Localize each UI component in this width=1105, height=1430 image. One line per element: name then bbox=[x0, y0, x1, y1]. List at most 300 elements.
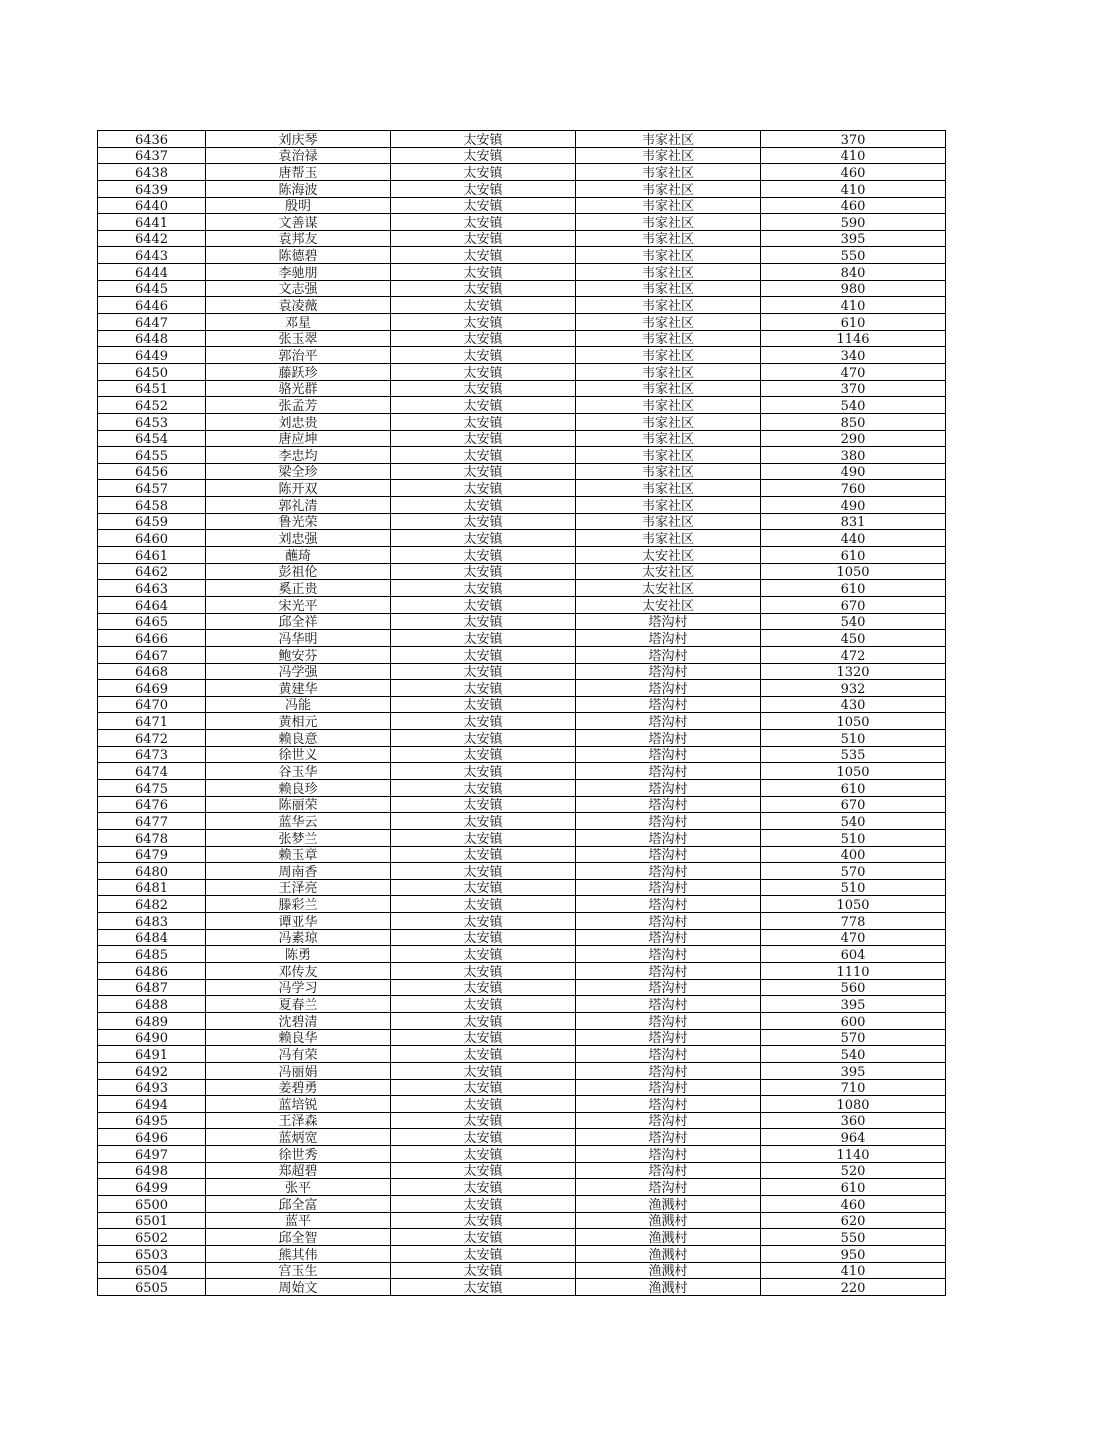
cell-id: 6445 bbox=[98, 280, 206, 297]
table-row bbox=[98, 1162, 946, 1179]
cell-id: 6450 bbox=[98, 363, 206, 380]
cell-village: 塔沟村 bbox=[576, 996, 761, 1013]
cell-town: 太安镇 bbox=[391, 896, 576, 913]
table-row bbox=[98, 696, 946, 713]
cell-village: 塔沟村 bbox=[576, 813, 761, 830]
cell-amount: 1050 bbox=[761, 763, 946, 780]
cell-name: 刘忠强 bbox=[206, 530, 391, 547]
cell-id: 6502 bbox=[98, 1229, 206, 1246]
table-row bbox=[98, 497, 946, 514]
cell-village: 韦家社区 bbox=[576, 347, 761, 364]
cell-id: 6468 bbox=[98, 663, 206, 680]
cell-id: 6440 bbox=[98, 197, 206, 214]
cell-amount: 510 bbox=[761, 730, 946, 747]
table-row bbox=[98, 164, 946, 181]
cell-town: 太安镇 bbox=[391, 1279, 576, 1296]
cell-amount: 510 bbox=[761, 879, 946, 896]
cell-name: 陈德碧 bbox=[206, 247, 391, 264]
cell-village: 塔沟村 bbox=[576, 979, 761, 996]
cell-town: 太安镇 bbox=[391, 280, 576, 297]
cell-amount: 850 bbox=[761, 413, 946, 430]
cell-town: 太安镇 bbox=[391, 879, 576, 896]
cell-name: 王泽亮 bbox=[206, 879, 391, 896]
table-row bbox=[98, 1245, 946, 1262]
cell-name: 姜碧勇 bbox=[206, 1079, 391, 1096]
cell-name: 文志强 bbox=[206, 280, 391, 297]
table-row bbox=[98, 896, 946, 913]
cell-town: 太安镇 bbox=[391, 380, 576, 397]
table-row bbox=[98, 580, 946, 597]
table-row bbox=[98, 1229, 946, 1246]
cell-town: 太安镇 bbox=[391, 763, 576, 780]
table-row bbox=[98, 713, 946, 730]
cell-village: 塔沟村 bbox=[576, 730, 761, 747]
cell-amount: 395 bbox=[761, 1062, 946, 1079]
cell-name: 冯丽娟 bbox=[206, 1062, 391, 1079]
cell-id: 6472 bbox=[98, 730, 206, 747]
cell-name: 冯华明 bbox=[206, 630, 391, 647]
cell-town: 太安镇 bbox=[391, 363, 576, 380]
cell-town: 太安镇 bbox=[391, 946, 576, 963]
cell-town: 太安镇 bbox=[391, 1129, 576, 1146]
cell-id: 6456 bbox=[98, 463, 206, 480]
cell-id: 6494 bbox=[98, 1096, 206, 1113]
cell-town: 太安镇 bbox=[391, 197, 576, 214]
cell-amount: 610 bbox=[761, 580, 946, 597]
table-row bbox=[98, 1146, 946, 1163]
cell-id: 6478 bbox=[98, 829, 206, 846]
cell-town: 太安镇 bbox=[391, 996, 576, 1013]
table-row bbox=[98, 131, 946, 148]
cell-village: 韦家社区 bbox=[576, 214, 761, 231]
cell-name: 陈勇 bbox=[206, 946, 391, 963]
cell-town: 太安镇 bbox=[391, 829, 576, 846]
cell-town: 太安镇 bbox=[391, 247, 576, 264]
cell-name: 袁邦友 bbox=[206, 230, 391, 247]
cell-village: 渔溅村 bbox=[576, 1212, 761, 1229]
cell-name: 袁凌薇 bbox=[206, 297, 391, 314]
cell-village: 塔沟村 bbox=[576, 1162, 761, 1179]
cell-amount: 540 bbox=[761, 397, 946, 414]
cell-id: 6503 bbox=[98, 1245, 206, 1262]
cell-id: 6467 bbox=[98, 646, 206, 663]
table-row bbox=[98, 1179, 946, 1196]
cell-name: 蓝平 bbox=[206, 1212, 391, 1229]
table-body bbox=[98, 131, 946, 1296]
table-row bbox=[98, 463, 946, 480]
cell-amount: 550 bbox=[761, 247, 946, 264]
cell-amount: 1320 bbox=[761, 663, 946, 680]
table-row bbox=[98, 1279, 946, 1296]
cell-name: 张梦兰 bbox=[206, 829, 391, 846]
table-row bbox=[98, 846, 946, 863]
cell-amount: 1080 bbox=[761, 1096, 946, 1113]
cell-id: 6464 bbox=[98, 596, 206, 613]
cell-id: 6495 bbox=[98, 1112, 206, 1129]
cell-amount: 520 bbox=[761, 1162, 946, 1179]
cell-amount: 570 bbox=[761, 1029, 946, 1046]
cell-name: 周始文 bbox=[206, 1279, 391, 1296]
cell-name: 蓝炳宽 bbox=[206, 1129, 391, 1146]
cell-town: 太安镇 bbox=[391, 180, 576, 197]
table-row bbox=[98, 330, 946, 347]
cell-village: 塔沟村 bbox=[576, 1012, 761, 1029]
cell-town: 太安镇 bbox=[391, 963, 576, 980]
cell-name: 郭礼清 bbox=[206, 497, 391, 514]
table-row bbox=[98, 147, 946, 164]
table-row bbox=[98, 430, 946, 447]
table-row bbox=[98, 513, 946, 530]
cell-village: 韦家社区 bbox=[576, 413, 761, 430]
cell-village: 塔沟村 bbox=[576, 696, 761, 713]
cell-id: 6446 bbox=[98, 297, 206, 314]
cell-town: 太安镇 bbox=[391, 913, 576, 930]
cell-village: 韦家社区 bbox=[576, 297, 761, 314]
table-row bbox=[98, 247, 946, 264]
cell-town: 太安镇 bbox=[391, 413, 576, 430]
cell-id: 6469 bbox=[98, 680, 206, 697]
table-row bbox=[98, 363, 946, 380]
cell-village: 塔沟村 bbox=[576, 1062, 761, 1079]
table-row bbox=[98, 1096, 946, 1113]
cell-name: 冯有荣 bbox=[206, 1046, 391, 1063]
cell-amount: 410 bbox=[761, 180, 946, 197]
cell-amount: 1140 bbox=[761, 1146, 946, 1163]
cell-village: 韦家社区 bbox=[576, 513, 761, 530]
cell-village: 韦家社区 bbox=[576, 463, 761, 480]
cell-village: 塔沟村 bbox=[576, 846, 761, 863]
cell-id: 6442 bbox=[98, 230, 206, 247]
cell-name: 张平 bbox=[206, 1179, 391, 1196]
cell-name: 王泽森 bbox=[206, 1112, 391, 1129]
cell-name: 唐帮玉 bbox=[206, 164, 391, 181]
cell-town: 太安镇 bbox=[391, 580, 576, 597]
cell-village: 塔沟村 bbox=[576, 1096, 761, 1113]
table-row bbox=[98, 1262, 946, 1279]
cell-town: 太安镇 bbox=[391, 547, 576, 564]
cell-name: 陈丽荣 bbox=[206, 796, 391, 813]
cell-id: 6436 bbox=[98, 131, 206, 148]
cell-village: 渔溅村 bbox=[576, 1229, 761, 1246]
table-row bbox=[98, 280, 946, 297]
table-row bbox=[98, 963, 946, 980]
cell-village: 塔沟村 bbox=[576, 829, 761, 846]
cell-town: 太安镇 bbox=[391, 1046, 576, 1063]
cell-village: 韦家社区 bbox=[576, 247, 761, 264]
cell-village: 塔沟村 bbox=[576, 663, 761, 680]
cell-name: 宫玉生 bbox=[206, 1262, 391, 1279]
cell-id: 6439 bbox=[98, 180, 206, 197]
cell-town: 太安镇 bbox=[391, 463, 576, 480]
table-row bbox=[98, 1029, 946, 1046]
cell-town: 太安镇 bbox=[391, 696, 576, 713]
table-row bbox=[98, 913, 946, 930]
cell-id: 6479 bbox=[98, 846, 206, 863]
cell-name: 赖良华 bbox=[206, 1029, 391, 1046]
cell-name: 郭治平 bbox=[206, 347, 391, 364]
cell-town: 太安镇 bbox=[391, 397, 576, 414]
cell-village: 韦家社区 bbox=[576, 131, 761, 148]
cell-amount: 470 bbox=[761, 929, 946, 946]
cell-amount: 1146 bbox=[761, 330, 946, 347]
table-row bbox=[98, 314, 946, 331]
cell-village: 韦家社区 bbox=[576, 314, 761, 331]
cell-town: 太安镇 bbox=[391, 164, 576, 181]
cell-amount: 290 bbox=[761, 430, 946, 447]
cell-id: 6487 bbox=[98, 979, 206, 996]
cell-id: 6454 bbox=[98, 430, 206, 447]
cell-name: 蓝华云 bbox=[206, 813, 391, 830]
cell-id: 6451 bbox=[98, 380, 206, 397]
table-row bbox=[98, 297, 946, 314]
cell-name: 赖玉章 bbox=[206, 846, 391, 863]
cell-name: 黄建华 bbox=[206, 680, 391, 697]
cell-amount: 620 bbox=[761, 1212, 946, 1229]
cell-name: 骆光群 bbox=[206, 380, 391, 397]
cell-town: 太安镇 bbox=[391, 563, 576, 580]
cell-amount: 220 bbox=[761, 1279, 946, 1296]
cell-name: 邱全智 bbox=[206, 1229, 391, 1246]
table-row bbox=[98, 480, 946, 497]
cell-amount: 840 bbox=[761, 264, 946, 281]
cell-amount: 1110 bbox=[761, 963, 946, 980]
data-table bbox=[97, 130, 946, 1296]
cell-amount: 550 bbox=[761, 1229, 946, 1246]
cell-name: 李忠均 bbox=[206, 447, 391, 464]
cell-village: 韦家社区 bbox=[576, 447, 761, 464]
cell-amount: 1050 bbox=[761, 563, 946, 580]
cell-name: 谭亚华 bbox=[206, 913, 391, 930]
cell-town: 太安镇 bbox=[391, 513, 576, 530]
cell-amount: 540 bbox=[761, 813, 946, 830]
cell-town: 太安镇 bbox=[391, 330, 576, 347]
cell-amount: 610 bbox=[761, 314, 946, 331]
cell-amount: 490 bbox=[761, 463, 946, 480]
cell-village: 塔沟村 bbox=[576, 879, 761, 896]
cell-id: 6496 bbox=[98, 1129, 206, 1146]
table-row bbox=[98, 979, 946, 996]
cell-amount: 535 bbox=[761, 746, 946, 763]
cell-id: 6462 bbox=[98, 563, 206, 580]
cell-amount: 410 bbox=[761, 1262, 946, 1279]
cell-town: 太安镇 bbox=[391, 1179, 576, 1196]
cell-id: 6457 bbox=[98, 480, 206, 497]
table-row bbox=[98, 663, 946, 680]
table-row bbox=[98, 547, 946, 564]
cell-village: 太安社区 bbox=[576, 563, 761, 580]
cell-amount: 460 bbox=[761, 197, 946, 214]
cell-id: 6477 bbox=[98, 813, 206, 830]
cell-name: 谷玉华 bbox=[206, 763, 391, 780]
cell-village: 太安社区 bbox=[576, 547, 761, 564]
cell-id: 6483 bbox=[98, 913, 206, 930]
cell-id: 6485 bbox=[98, 946, 206, 963]
cell-id: 6460 bbox=[98, 530, 206, 547]
cell-id: 6482 bbox=[98, 896, 206, 913]
cell-town: 太安镇 bbox=[391, 1146, 576, 1163]
cell-name: 文善谋 bbox=[206, 214, 391, 231]
table-row bbox=[98, 413, 946, 430]
cell-village: 塔沟村 bbox=[576, 946, 761, 963]
cell-amount: 395 bbox=[761, 996, 946, 1013]
cell-amount: 540 bbox=[761, 1046, 946, 1063]
cell-id: 6441 bbox=[98, 214, 206, 231]
cell-amount: 610 bbox=[761, 779, 946, 796]
cell-amount: 360 bbox=[761, 1112, 946, 1129]
cell-town: 太安镇 bbox=[391, 1212, 576, 1229]
cell-village: 塔沟村 bbox=[576, 646, 761, 663]
cell-village: 塔沟村 bbox=[576, 1029, 761, 1046]
cell-id: 6476 bbox=[98, 796, 206, 813]
cell-town: 太安镇 bbox=[391, 929, 576, 946]
cell-amount: 831 bbox=[761, 513, 946, 530]
cell-name: 冯学强 bbox=[206, 663, 391, 680]
cell-village: 塔沟村 bbox=[576, 746, 761, 763]
cell-name: 殷明 bbox=[206, 197, 391, 214]
cell-amount: 932 bbox=[761, 680, 946, 697]
cell-id: 6480 bbox=[98, 863, 206, 880]
cell-name: 邓传友 bbox=[206, 963, 391, 980]
cell-name: 徐世秀 bbox=[206, 1146, 391, 1163]
cell-name: 熊其伟 bbox=[206, 1245, 391, 1262]
table-row bbox=[98, 779, 946, 796]
cell-id: 6448 bbox=[98, 330, 206, 347]
cell-village: 塔沟村 bbox=[576, 630, 761, 647]
cell-amount: 600 bbox=[761, 1012, 946, 1029]
cell-id: 6438 bbox=[98, 164, 206, 181]
cell-name: 陈海波 bbox=[206, 180, 391, 197]
cell-town: 太安镇 bbox=[391, 1162, 576, 1179]
cell-town: 太安镇 bbox=[391, 746, 576, 763]
cell-amount: 590 bbox=[761, 214, 946, 231]
table-row bbox=[98, 1079, 946, 1096]
cell-village: 塔沟村 bbox=[576, 680, 761, 697]
cell-id: 6504 bbox=[98, 1262, 206, 1279]
cell-town: 太安镇 bbox=[391, 613, 576, 630]
cell-village: 塔沟村 bbox=[576, 1129, 761, 1146]
cell-amount: 410 bbox=[761, 297, 946, 314]
cell-amount: 450 bbox=[761, 630, 946, 647]
cell-id: 6444 bbox=[98, 264, 206, 281]
cell-town: 太安镇 bbox=[391, 1262, 576, 1279]
cell-amount: 1050 bbox=[761, 896, 946, 913]
cell-name: 黄相元 bbox=[206, 713, 391, 730]
cell-town: 太安镇 bbox=[391, 846, 576, 863]
cell-id: 6493 bbox=[98, 1079, 206, 1096]
cell-amount: 670 bbox=[761, 596, 946, 613]
table-row bbox=[98, 730, 946, 747]
cell-village: 塔沟村 bbox=[576, 1146, 761, 1163]
cell-village: 韦家社区 bbox=[576, 230, 761, 247]
cell-town: 太安镇 bbox=[391, 1196, 576, 1213]
cell-village: 塔沟村 bbox=[576, 963, 761, 980]
cell-village: 塔沟村 bbox=[576, 1112, 761, 1129]
cell-village: 渔溅村 bbox=[576, 1262, 761, 1279]
cell-id: 6488 bbox=[98, 996, 206, 1013]
cell-id: 6484 bbox=[98, 929, 206, 946]
cell-name: 张玉翠 bbox=[206, 330, 391, 347]
cell-id: 6443 bbox=[98, 247, 206, 264]
cell-town: 太安镇 bbox=[391, 713, 576, 730]
cell-id: 6501 bbox=[98, 1212, 206, 1229]
cell-name: 李驰朋 bbox=[206, 264, 391, 281]
cell-village: 韦家社区 bbox=[576, 430, 761, 447]
cell-amount: 440 bbox=[761, 530, 946, 547]
table-row bbox=[98, 197, 946, 214]
cell-town: 太安镇 bbox=[391, 680, 576, 697]
cell-town: 太安镇 bbox=[391, 297, 576, 314]
cell-name: 蘸琦 bbox=[206, 547, 391, 564]
cell-town: 太安镇 bbox=[391, 230, 576, 247]
cell-town: 太安镇 bbox=[391, 1245, 576, 1262]
cell-village: 塔沟村 bbox=[576, 863, 761, 880]
table-row bbox=[98, 397, 946, 414]
cell-village: 塔沟村 bbox=[576, 913, 761, 930]
cell-amount: 370 bbox=[761, 131, 946, 148]
cell-id: 6486 bbox=[98, 963, 206, 980]
table-row bbox=[98, 447, 946, 464]
cell-town: 太安镇 bbox=[391, 430, 576, 447]
cell-id: 6459 bbox=[98, 513, 206, 530]
cell-amount: 510 bbox=[761, 829, 946, 846]
cell-name: 沈碧清 bbox=[206, 1012, 391, 1029]
table-row bbox=[98, 563, 946, 580]
cell-amount: 540 bbox=[761, 613, 946, 630]
cell-amount: 560 bbox=[761, 979, 946, 996]
cell-name: 刘庆琴 bbox=[206, 131, 391, 148]
table-row bbox=[98, 746, 946, 763]
cell-amount: 470 bbox=[761, 363, 946, 380]
cell-id: 6498 bbox=[98, 1162, 206, 1179]
cell-village: 塔沟村 bbox=[576, 929, 761, 946]
cell-amount: 340 bbox=[761, 347, 946, 364]
table-row bbox=[98, 829, 946, 846]
table-row bbox=[98, 1112, 946, 1129]
cell-name: 鲍安芬 bbox=[206, 646, 391, 663]
cell-id: 6449 bbox=[98, 347, 206, 364]
cell-id: 6465 bbox=[98, 613, 206, 630]
cell-village: 渔溅村 bbox=[576, 1245, 761, 1262]
table-row bbox=[98, 680, 946, 697]
cell-amount: 380 bbox=[761, 447, 946, 464]
cell-town: 太安镇 bbox=[391, 796, 576, 813]
cell-town: 太安镇 bbox=[391, 863, 576, 880]
cell-id: 6500 bbox=[98, 1196, 206, 1213]
cell-village: 太安社区 bbox=[576, 596, 761, 613]
cell-amount: 410 bbox=[761, 147, 946, 164]
cell-town: 太安镇 bbox=[391, 214, 576, 231]
cell-id: 6455 bbox=[98, 447, 206, 464]
cell-town: 太安镇 bbox=[391, 264, 576, 281]
table-row bbox=[98, 230, 946, 247]
cell-village: 韦家社区 bbox=[576, 280, 761, 297]
cell-village: 韦家社区 bbox=[576, 397, 761, 414]
cell-town: 太安镇 bbox=[391, 314, 576, 331]
table-row bbox=[98, 630, 946, 647]
cell-id: 6461 bbox=[98, 547, 206, 564]
cell-amount: 964 bbox=[761, 1129, 946, 1146]
cell-town: 太安镇 bbox=[391, 779, 576, 796]
cell-village: 塔沟村 bbox=[576, 763, 761, 780]
cell-id: 6499 bbox=[98, 1179, 206, 1196]
cell-amount: 950 bbox=[761, 1245, 946, 1262]
table-row bbox=[98, 796, 946, 813]
cell-town: 太安镇 bbox=[391, 1096, 576, 1113]
cell-id: 6471 bbox=[98, 713, 206, 730]
table-row bbox=[98, 1129, 946, 1146]
table-row bbox=[98, 530, 946, 547]
table-row bbox=[98, 1212, 946, 1229]
